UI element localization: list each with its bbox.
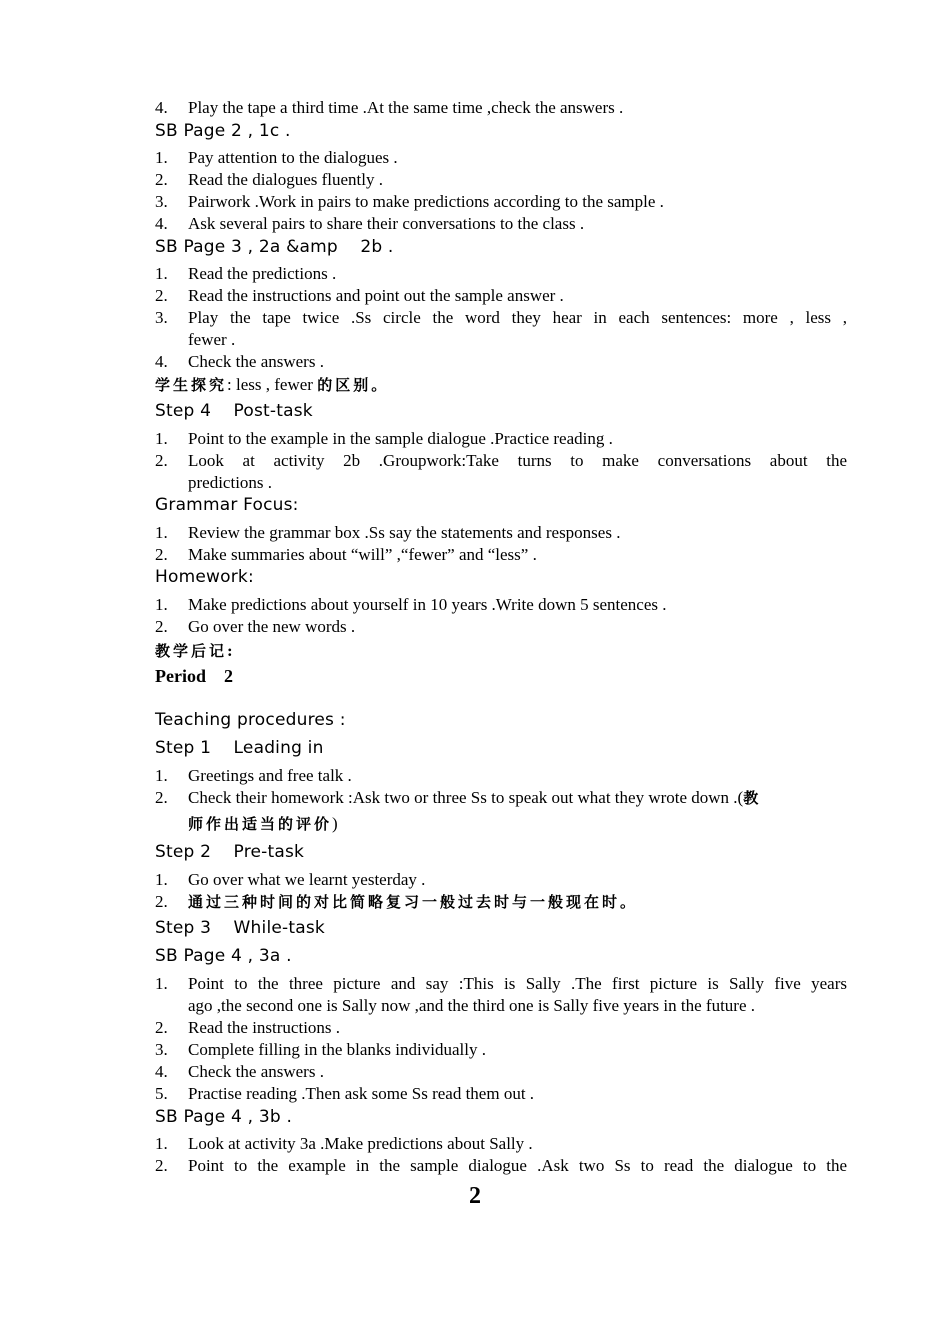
list-item: 2. Look at activity 2b .Groupwork:Take turns to make conversations about the predictions . [155, 451, 847, 492]
section-heading: Homework: [155, 567, 254, 587]
section-heading: SB Page 3 , 2a &amp 2b . [155, 237, 394, 257]
section-heading: Step 2 Pre-task [155, 842, 305, 862]
section-heading: Step 4 Post-task [155, 401, 313, 421]
list-item: 2. Check their homework :Ask two or three Ss to speak out what they wrote down .(教 师作出适当的评价) [155, 788, 762, 833]
section-heading: Step 3 While-task [155, 918, 325, 938]
section-heading: SB Page 4 , 3a . [155, 946, 292, 966]
section-heading: Grammar Focus: [155, 495, 299, 515]
list-item: 3. Play the tape twice .Ss circle the word they hear in each sentences: more , less , fewer . [155, 308, 847, 349]
page-number: 2 [469, 1183, 481, 1209]
section-heading: Teaching procedures : [155, 710, 346, 730]
document-page: 4. Play the tape a third time .At the same time ,check the answers . SB Page 2 , 1c . 1. Pay attention to the dialogues . 2. Read the dialogues fluently . 3. Pairwork .Work in pairs to make predictions according to the sample . 4. Ask several pairs to share their conversations to the class . SB Page 3 , 2a &amp 2b . 1. Read the predictions . 2. Read the instructions and point out the sample answer . 3. Play the tape twice .Ss circle the word they hear in each sentences: more , less , fewer . 4. Check the answers . 学生探究: less , fewer 的区别。 Step 4 Post-task 1. Point to the example in the sample dialogue .Practice reading . 2. Look at activity 2b .Groupwork:Take turns to make conversations about the predictions . Grammar Focus: 1. Review the grammar box .Ss say the statements and responses . 2. Make summaries about “will” ,“fewer” and “less” . Homework: 1. Make predictions about yourself in 10 years .Write down 5 sentences . 2. Go over the new words . 教学后记: Period 2 Teaching procedures : Step 1 Leading in 1. Greetings and free talk . 2. Check their homework :Ask two or three Ss to speak out what they wrote down .(教 师作出适当的评价) Step 2 Pre-task 1. Go over what we learnt yesterday . 2. 通过三种时间的对比简略复习一般过去时与一般现在时。 Step 3 While-task SB Page 4 , 3a . 1. Point to the three picture and say :This is Sally .The first picture is Sally five years ago ,the second one is Sally now ,and the third one is Sally five years in the future . 2. Read the instructions . 3. Complete filling in the blanks individually . 4. Check the answers . 5. Practise reading .Then ask some Ss read them out . SB Page 4 , 3b . 1. Look at activity 3a .Make predictions about Sally . 2. Point to the example in the sample dialogue .Ask two Ss to read the dialogue to the 2 [0, 0, 950, 1343]
section-heading: Step 1 Leading in [155, 738, 324, 758]
student-inquiry-note: 学生探究: less , fewer 的区别。 [155, 375, 390, 394]
teaching-notes-label: 教学后记: [155, 642, 236, 660]
section-heading: SB Page 4 , 3b . [155, 1107, 293, 1127]
period-title: Period 2 [155, 666, 233, 686]
list-item: 1. Point to the three picture and say :This is Sally .The first picture is Sally five years ago ,the second one is Sally now ,and the third one is Sally five years in the future . [155, 974, 847, 1015]
section-heading: SB Page 2 , 1c . [155, 121, 291, 141]
